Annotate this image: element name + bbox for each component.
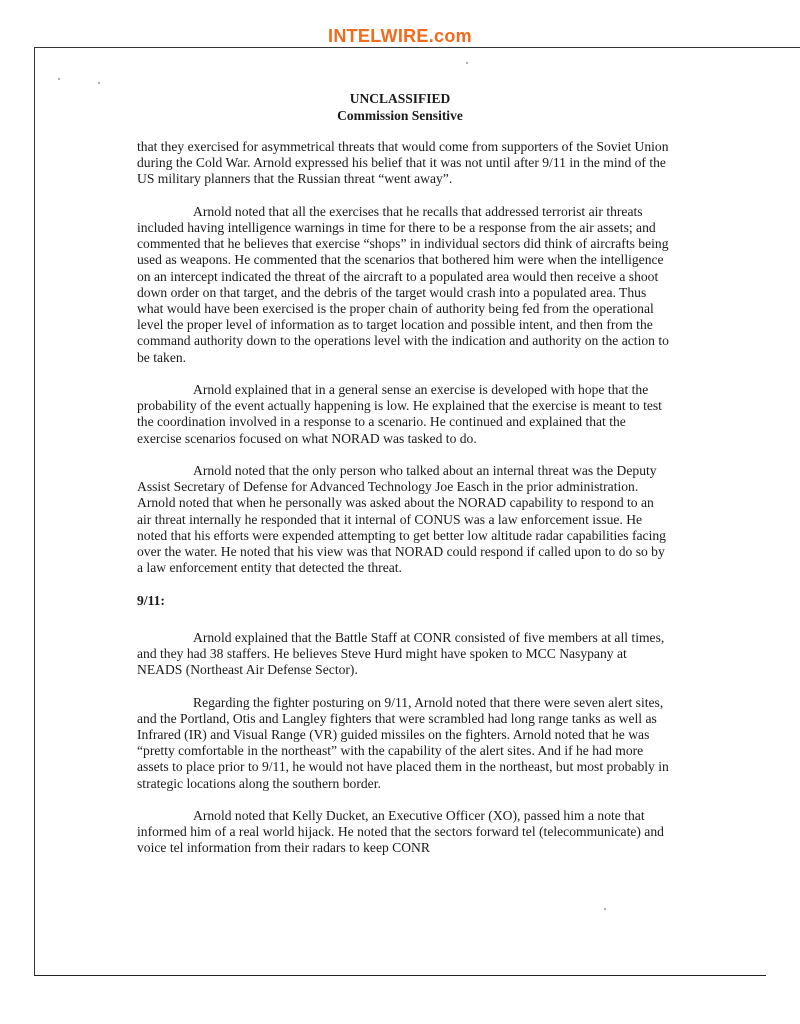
page-border-top bbox=[34, 47, 800, 48]
page-border-left bbox=[34, 47, 35, 976]
scan-speck bbox=[58, 78, 60, 80]
paragraph: Regarding the fighter posturing on 9/11, Arnold noted that there were seven alert sites, and the Portland, Otis and Langley fighters that were scrambled had long range tanks as well as Infrared (IR) and Visual Range (VR) guided missiles on the fighters. Arnold noted that he was “pretty comfortable in the northeast” with the capability of the alert sites. And if he had more assets to place prior to 9/11, he would not have placed them in the northeast, but most probably in strategic locations along the southern border. bbox=[137, 694, 669, 791]
paragraph: Arnold noted that all the exercises that he recalls that addressed terrorist air threats included having intelligence warnings in time for there to be a response from the air assets; and commented that he believes that exercise “shops” in individual sectors did think of aircrafts being used as weapons. He commented that the scenarios that bothered him were when the intelligence on an intercept indicated the threat of the aircraft to a populated area would then receive a shoot down order on that target, and the debris of the target would crash into a populated area. Thus what would have been exercised is the proper chain of authority being fed from the operational level the proper level of information as to target location and possible intent, and then from the command authority down to the operations level with the indication and authority on the action to be taken. bbox=[137, 203, 669, 365]
scan-speck bbox=[466, 62, 468, 64]
paragraph: that they exercised for asymmetrical threats that would come from supporters of the Soviet Union during the Cold War. Arnold expressed his belief that it was not until after 9/11 in the mind of the US military planners that the Russian threat “went away”. bbox=[137, 139, 669, 187]
scan-speck bbox=[98, 82, 100, 84]
paragraph: Arnold noted that the only person who talked about an internal threat was the Deputy Assist Secretary of Defense for Advanced Technology Joe Easch in the prior administration. Arnold noted that when he personally was asked about the NORAD capability to respond to an air threat internally he responded that it internal of CONUS was a law enforcement issue. He noted that his efforts were expended attempting to get better low altitude radar capabilities facing over the water. He noted that his view was that NORAD could respond if called upon to do so by a law enforcement entity that detected the threat. bbox=[137, 463, 666, 576]
classification-label: UNCLASSIFIED bbox=[349, 91, 451, 106]
page-border-bottom bbox=[34, 975, 766, 976]
site-watermark: INTELWIRE.com bbox=[328, 26, 472, 46]
sensitivity-label: Commission Sensitive bbox=[337, 108, 463, 123]
paragraph: Arnold noted that Kelly Ducket, an Executive Officer (XO), passed him a note that informed him of a real world hijack. He noted that the sectors forward tel (telecommunicate) and voice tel information from their radars to keep CONR bbox=[137, 808, 664, 856]
section-heading: 9/11: bbox=[137, 592, 165, 608]
scan-speck bbox=[604, 908, 606, 910]
document-header bbox=[0, 90, 800, 124]
paragraph: Arnold explained that the Battle Staff at CONR consisted of five members at all times, and they had 38 staffers. He believes Steve Hurd might have spoken to MCC Nasypany at NEADS (Northeast Air Defense Sector). bbox=[137, 629, 665, 678]
paragraph: Arnold explained that in a general sense an exercise is developed with hope that the probability of the event actually happening is low. He explained that the exercise is meant to test the coordination involved in a response to a scenario. He continued and explained that the exercise scenarios focused on what NORAD was tasked to do. bbox=[137, 382, 662, 446]
document-body bbox=[137, 139, 669, 873]
